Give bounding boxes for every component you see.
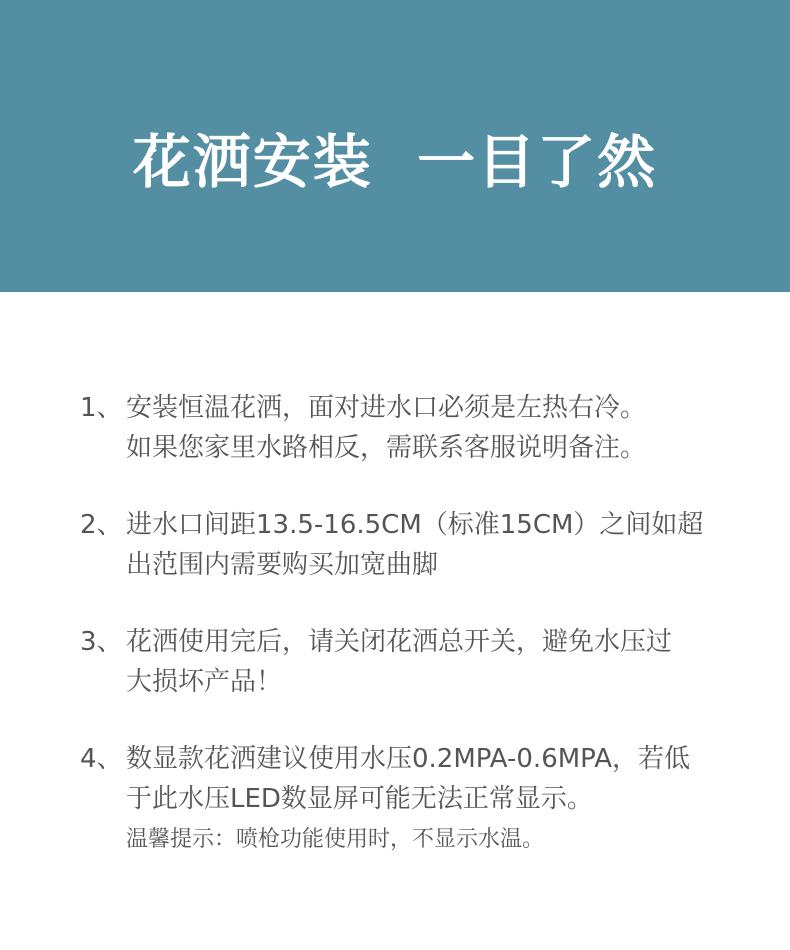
list-item-line: 出范围内需要购买加宽曲脚 bbox=[126, 550, 439, 580]
list-item-number: 3、 bbox=[80, 627, 123, 657]
list-item-text bbox=[126, 388, 646, 468]
list-item bbox=[80, 505, 740, 585]
page-title: 花洒安装 一目了然 bbox=[132, 128, 658, 196]
list-item-line: 花洒使用完后，请关闭花洒总开关，避免水压过 bbox=[126, 627, 673, 657]
list-item-text bbox=[126, 739, 690, 857]
list-item-line: 大损坏产品！ bbox=[126, 667, 283, 697]
list-item-line: 如果您家里水路相反，需联系客服说明备注。 bbox=[126, 433, 647, 463]
list-item bbox=[80, 388, 740, 468]
installation-notes-list bbox=[80, 388, 740, 894]
list-item-number: 4、 bbox=[80, 744, 123, 774]
list-item-text bbox=[126, 505, 703, 585]
list-item-line: 数显款花洒建议使用水压0.2MPA-0.6MPA，若低 bbox=[126, 744, 690, 774]
list-item-line: 于此水压LED数显屏可能无法正常显示。 bbox=[126, 784, 593, 814]
list-item-text bbox=[126, 622, 672, 702]
list-item-number: 2、 bbox=[80, 510, 123, 540]
tip-text: 温馨提示：喷枪功能使用时，不显示水温。 bbox=[126, 827, 545, 852]
list-item-line: 安装恒温花洒，面对进水口必须是左热右冷。 bbox=[126, 393, 647, 423]
list-item bbox=[80, 739, 740, 857]
list-item-number: 1、 bbox=[80, 393, 123, 423]
title-banner bbox=[0, 0, 790, 292]
list-item-line: 进水口间距13.5-16.5CM（标准15CM）之间如超 bbox=[126, 510, 704, 540]
list-item bbox=[80, 622, 740, 702]
